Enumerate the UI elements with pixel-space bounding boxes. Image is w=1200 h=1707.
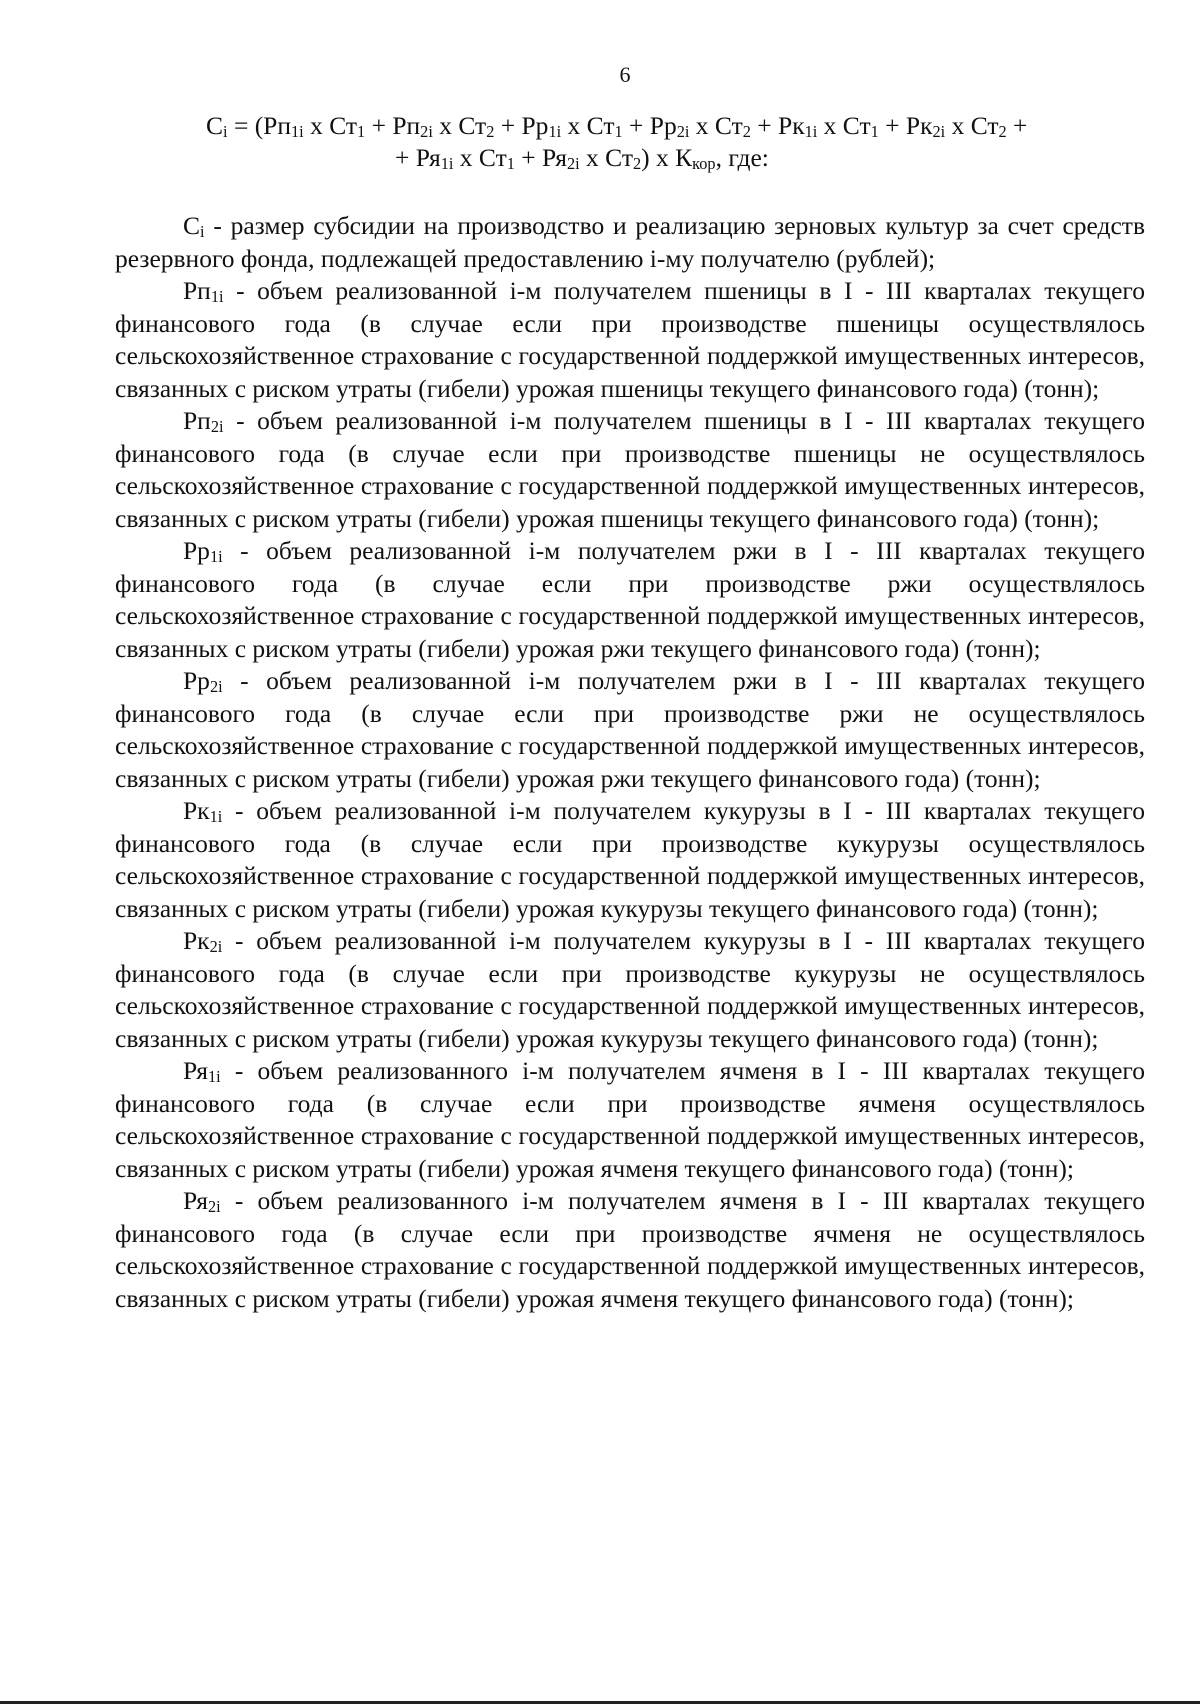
definition-paragraph [115,210,1145,275]
formula-subscript: 1i [440,154,454,173]
formula-subscript: 2i [676,122,690,141]
formula-subscript: 2 [998,122,1007,141]
definitions-list [115,210,1145,1315]
formula-term: х Ст [561,111,615,140]
definition-text: - объем реализованной i-м получателем пшеницы в I - III кварталах текущего финансового года (в случае если при производстве пшеницы осуществлялось сельскохозяйственное страхование с государственной поддержкой имущественных интересов, связанных с риском утраты (гибели) урожая пшеницы текущего финансового года) (тонн); [115,276,1145,403]
formula-subscript: 1 [357,122,366,141]
formula-subscript: 2 [633,154,642,173]
page-number: 6 [619,62,631,87]
formula-term: х Ст [432,111,487,140]
definition-paragraph [115,275,1145,405]
variable-subscript: 2i [209,677,223,696]
variable-symbol: Рк [183,926,210,955]
variable-symbol: Ря [183,1056,208,1085]
formula-term: + Ря [395,143,441,172]
formula-subscript: 2 [486,122,495,141]
subsidy-formula [200,110,1160,174]
formula-subscript: i [223,122,228,141]
formula-term: х Ст [945,111,999,140]
formula-subscript: 1i [291,122,304,141]
formula-subscript: 2i [932,122,946,141]
formula-term: + Ря [514,143,567,172]
formula-subscript: 2 [742,122,751,141]
variable-subscript: i [200,222,205,241]
variable-subscript: 2i [210,417,224,436]
formula-term: + Рр [494,111,549,140]
formula-line-2 [395,142,1160,174]
definition-paragraph [115,665,1145,795]
formula-term: + Рр [622,111,677,140]
variable-subscript: 1i [209,807,223,826]
formula-term: + Рк [878,111,933,140]
formula-subscript: 1i [804,122,818,141]
formula-term: х Ст [303,111,358,140]
formula-term: , где: [715,143,769,172]
formula-subscript: 2i [566,154,580,173]
definition-text: - объем реализованной i-м получателем ржи в I - III кварталах текущего финансового года (в случае если при производстве ржи осуществлялось сельскохозяйственное страхование с государственной поддержкой имущественных интересов, связанных с риском утраты (гибели) урожая ржи текущего финансового года) (тонн); [115,536,1145,663]
definition-text: - объем реализованного i-м получателем ячменя в I - III кварталах текущего финансового года (в случае если при производстве ячменя осуществлялось сельскохозяйственное страхование с государственной поддержкой имущественных интересов, связанных с риском утраты (гибели) урожая ячменя текущего финансового года) (тонн); [115,1056,1145,1183]
formula-term: х Ст [453,143,507,172]
formula-term: х Ст [579,143,633,172]
formula-subscript: 1i [548,122,562,141]
variable-symbol: Рк [183,796,210,825]
formula-subscript: 1 [614,122,623,141]
definition-paragraph [115,535,1145,665]
variable-subscript: 1i [210,287,224,306]
variable-subscript: 2i [209,937,223,956]
formula-line-1 [206,110,1160,142]
formula-subscript: кор [692,154,716,173]
variable-symbol: Рр [183,536,210,565]
formula-term: = (Рп [227,111,292,140]
definition-paragraph [115,795,1145,925]
definition-text: - размер субсидии на производство и реализацию зерновых культур за счет средств резервного фонда, подлежащей предоставлению i-му получателю (рублей); [115,211,1145,273]
definition-paragraph [115,1185,1145,1315]
definition-text: - объем реализованной i-м получателем кукурузы в I - III кварталах текущего финансового года (в случае если при производстве кукурузы осуществлялось сельскохозяйственное страхование с государственной поддержкой имущественных интересов, связанных с риском утраты (гибели) урожая кукурузы текущего финансового года) (тонн); [115,796,1145,923]
variable-subscript: 1i [207,1067,221,1086]
definition-paragraph [115,405,1145,535]
variable-symbol: Ря [183,1186,208,1215]
variable-symbol: C [183,211,201,240]
variable-symbol: Рп [183,276,211,305]
formula-term: ) х К [641,143,693,172]
formula-subscript: 1 [506,154,515,173]
variable-subscript: 2i [207,1197,221,1216]
definition-text: - объем реализованного i-м получателем ячменя в I - III кварталах текущего финансового года (в случае если при производстве ячменя не осуществлялось сельскохозяйственное страхование с государственной поддержкой имущественных интересов, связанных с риском утраты (гибели) урожая ячменя текущего финансового года) (тонн); [115,1186,1145,1313]
variable-symbol: Рр [183,666,210,695]
definition-paragraph [115,925,1145,1055]
variable-symbol: Рп [183,406,211,435]
definition-text: - объем реализованной i-м получателем пшеницы в I - III кварталах текущего финансового года (в случае если при производстве пшеницы не осуществлялось сельскохозяйственное страхование с государственной поддержкой имущественных интересов, связанных с риском утраты (гибели) урожая пшеницы текущего финансового года) (тонн); [115,406,1145,533]
formula-term: + Рп [365,111,421,140]
formula-term: х Ст [689,111,743,140]
page-bottom-border [0,1701,1200,1704]
formula-term: C [206,111,224,140]
definition-text: - объем реализованной i-м получателем ржи в I - III кварталах текущего финансового года (в случае если при производстве ржи не осуществлялось сельскохозяйственное страхование с государственной поддержкой имущественных интересов, связанных с риском утраты (гибели) урожая ржи текущего финансового года) (тонн); [115,666,1145,793]
variable-subscript: 1i [209,547,223,566]
formula-subscript: 1 [870,122,879,141]
formula-subscript: 2i [420,122,433,141]
definition-paragraph [115,1055,1145,1185]
formula-term: х Ст [817,111,871,140]
definition-text: - объем реализованной i-м получателем кукурузы в I - III кварталах текущего финансового года (в случае если при производстве кукурузы не осуществлялось сельскохозяйственное страхование с государственной поддержкой имущественных интересов, связанных с риском утраты (гибели) урожая кукурузы текущего финансового года) (тонн); [115,926,1145,1053]
formula-term: + [1006,111,1028,140]
formula-term: + Рк [750,111,805,140]
